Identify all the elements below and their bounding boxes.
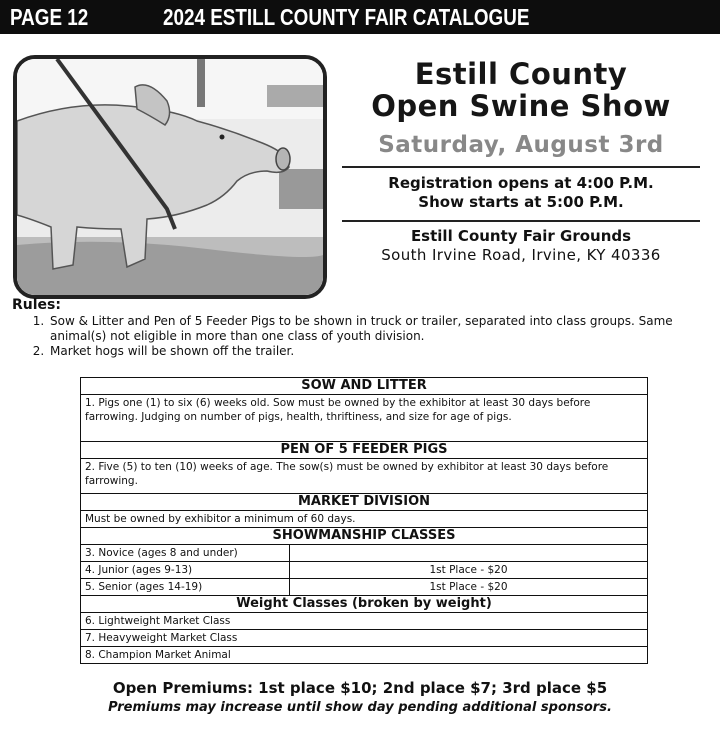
page-number: PAGE 12 [10,4,89,30]
class-description: Must be owned by exhibitor a minimum of 60 days. [81,511,648,528]
footer [0,678,720,717]
catalogue-title: 2024 ESTILL COUNTY FAIR CATALOGUE [163,4,530,30]
classes-table [80,377,648,664]
class-description: 2. Five (5) to ten (10) weeks of age. The sow(s) must be owned by exhibitor at least 30 days before farrowing. [81,459,648,494]
table-row [81,545,648,562]
class-prize [290,545,648,562]
class-name: 7. Heavyweight Market Class [81,630,648,647]
event-date: Saturday, August 3rd [378,132,664,158]
table-row [81,579,648,596]
pig-photo [13,55,327,299]
venue-address: South Irvine Road, Irvine, KY 40336 [381,246,661,264]
class-prize: 1st Place - $20 [290,579,648,596]
class-name: 3. Novice (ages 8 and under) [81,545,290,562]
divider [342,166,700,168]
class-prize: 1st Place - $20 [290,562,648,579]
section-heading: MARKET DIVISION [81,494,648,511]
divider [342,220,700,222]
rules-section [12,298,712,359]
table-row [81,562,648,579]
class-name: 4. Junior (ages 9-13) [81,562,290,579]
class-name: 6. Lightweight Market Class [81,613,648,630]
section-heading: SOW AND LITTER [81,378,648,395]
class-name: 8. Champion Market Animal [81,647,648,664]
class-description: 1. Pigs one (1) to six (6) weeks old. Sow must be owned by the exhibitor at least 30 days before farrowing. Judging on number of pigs, health, thriftiness, and size for age of pigs. [81,395,648,442]
event-info [330,58,712,265]
event-title-line1: Estill County [414,57,628,91]
registration-time: Registration opens at 4:00 P.M. [388,174,654,192]
premiums-text: Open Premiums: 1st place $10; 2nd place $7; 3rd place $5 [112,679,608,697]
section-heading: SHOWMANSHIP CLASSES [81,528,648,545]
class-name: 5. Senior (ages 14-19) [81,579,290,596]
section-heading: Weight Classes (broken by weight) [81,596,648,613]
pig-illustration [17,59,323,295]
event-times [330,174,712,212]
event-title-line2: Open Swine Show [371,89,671,123]
rule-item: 1. Sow & Litter and Pen of 5 Feeder Pigs to be shown in truck or trailer, separated into class groups. Same animal(s) not eligible in more than one class of youth division. [48,314,712,344]
show-start-time: Show starts at 5:00 P.M. [418,193,624,211]
section-heading: PEN OF 5 FEEDER PIGS [81,442,648,459]
rules-list [12,314,712,359]
event-title [330,58,712,122]
page-header [0,0,720,34]
premiums-note: Premiums may increase until show day pending additional sponsors. [108,700,612,715]
rule-item: 2. Market hogs will be shown off the trailer. [48,344,712,359]
venue-name: Estill County Fair Grounds [410,227,632,245]
rules-heading: Rules: [12,297,61,313]
